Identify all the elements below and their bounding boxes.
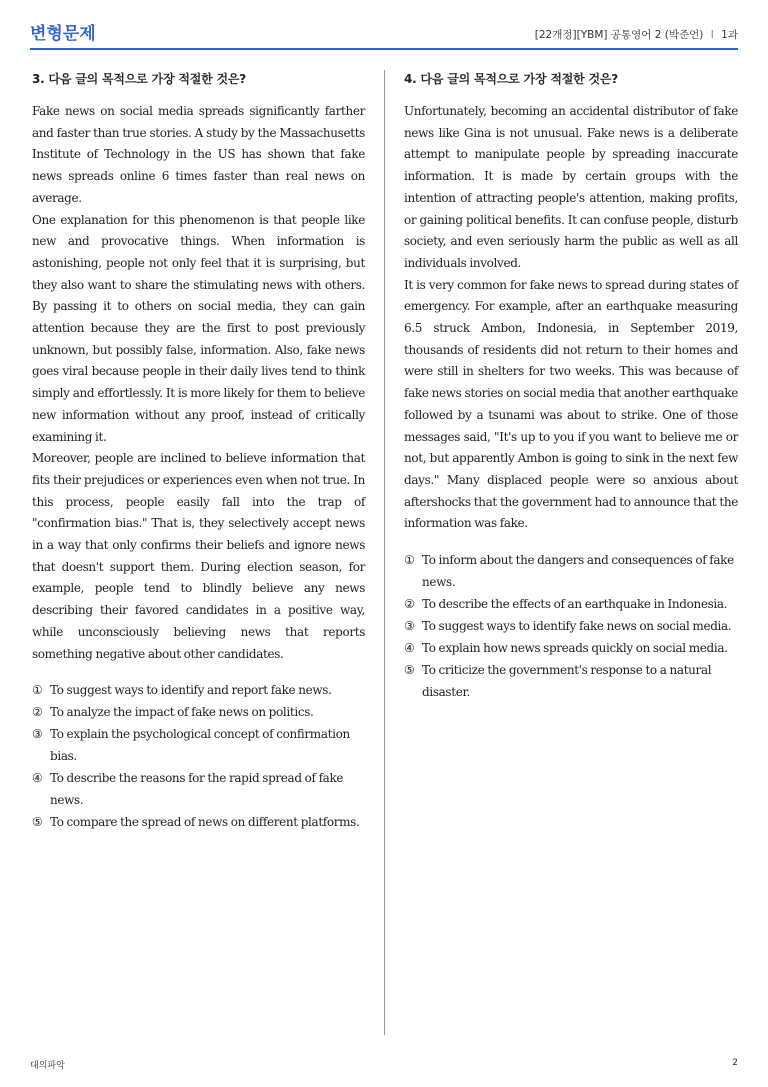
option-text: To analyze the impact of fake news on politics. — [50, 705, 314, 720]
option-text: To explain the psychological concept of confirmation bias. — [50, 727, 350, 764]
option-text: To suggest ways to identify fake news on social media. — [422, 619, 732, 634]
option-text: To explain how news spreads quickly on social media. — [422, 641, 728, 656]
book-title: [22개정][YBM] 공통영어 2 (박준언) — [534, 29, 704, 41]
passage-paragraph: Fake news on social media spreads significantly farther and faster than true stories. A study by the Massachusetts Institute of Technology in the US has shown that fake news spreads online 6 times faster than real news on average. — [32, 104, 365, 205]
question-3-options — [32, 679, 365, 833]
question-4-options — [404, 549, 738, 703]
answer-option[interactable] — [32, 701, 365, 723]
option-number: ⑤ — [32, 815, 43, 830]
page-title: 변형문제 — [30, 24, 96, 44]
question-4-title: 4. 다음 글의 목적으로 가장 적절한 것은? — [404, 72, 619, 86]
option-number: ① — [32, 683, 43, 698]
passage-paragraph: Moreover, people are inclined to believe information that fits their prejudices or experiences even when not true. In this process, people easily fall into the trap of "confirmation bias." That is, they selectively accept news in a way that only confirms their beliefs and ignore news that doesn't support them. During election season, for example, people tend to blindly believe any news describing their favored candidates in a positive way, while unconsciously believing news that reports something negative about other candidates. — [32, 451, 365, 661]
option-text: To describe the reasons for the rapid spread of fake news. — [50, 771, 344, 808]
question-3 — [32, 70, 365, 833]
option-number: ⑤ — [404, 663, 415, 678]
option-text: To compare the spread of news on different platforms. — [50, 815, 360, 830]
option-text: To inform about the dangers and consequences of fake news. — [422, 553, 734, 590]
question-4 — [404, 70, 738, 703]
question-3-title: 3. 다음 글의 목적으로 가장 적절한 것은? — [32, 72, 247, 86]
answer-option[interactable] — [404, 593, 738, 615]
page-header — [30, 22, 738, 50]
lesson-label: 1과 — [721, 29, 738, 41]
column-divider — [384, 70, 385, 1035]
passage-paragraph: One explanation for this phenomenon is that people like new and provocative things. When information is astonishing, people not only feel that it is surprising, but they also want to share the stimulating news with others. By passing it to others on social media, they can gain attention because they are the first to post previously unknown, but possibly false, information. Also, fake news goes viral because people in their daily lives tend to think simply and effortlessly. It is more likely for them to believe new information without any proof, instead of critically examining it. — [32, 212, 365, 444]
answer-option[interactable] — [32, 723, 365, 767]
header-separator: I — [710, 29, 714, 41]
question-4-passage — [404, 101, 738, 535]
answer-option[interactable] — [404, 615, 738, 637]
option-number: ③ — [404, 619, 415, 634]
option-text: To criticize the government's response to a natural disaster. — [422, 663, 712, 700]
answer-option[interactable] — [404, 549, 738, 593]
passage-paragraph: Unfortunately, becoming an accidental distributor of fake news like Gina is not unusual. Fake news is a deliberate attempt to manipulate people by spreading inaccurate information. It is made by certain groups with the intention of attracting people's attention, making profits, or gaining political benefits. It can confuse people, disturb society, and even seriously harm the public as well as all individuals involved. — [404, 104, 738, 270]
answer-option[interactable] — [404, 659, 738, 703]
option-number: ④ — [404, 641, 415, 656]
answer-option[interactable] — [32, 811, 365, 833]
answer-option[interactable] — [404, 637, 738, 659]
option-text: To describe the effects of an earthquake in Indonesia. — [422, 597, 728, 612]
page-number: 2 — [732, 1058, 738, 1068]
question-3-passage — [32, 101, 365, 665]
option-text: To suggest ways to identify and report fake news. — [50, 683, 332, 698]
option-number: ① — [404, 553, 415, 568]
option-number: ④ — [32, 771, 43, 786]
option-number: ② — [32, 705, 43, 720]
header-book-info — [535, 26, 738, 44]
option-number: ② — [404, 597, 415, 612]
passage-paragraph: It is very common for fake news to spread during states of emergency. For example, after an earthquake measuring 6.5 struck Ambon, Indonesia, in September 2019, thousands of residents did not return to their homes and were still in shelters for two weeks. This was because of fake news stories on social media that another earthquake followed by a tsunami was about to strike. One of those messages said, "It's up to you if you want to believe me or not, but apparently Ambon is going to sink in the next few days." Many displaced people were so anxious about aftershocks that the government had to announce that the information was fake. — [404, 277, 738, 531]
answer-option[interactable] — [32, 679, 365, 701]
answer-option[interactable] — [32, 767, 365, 811]
footer-label: 대의파악 — [30, 1061, 65, 1071]
option-number: ③ — [32, 727, 43, 742]
